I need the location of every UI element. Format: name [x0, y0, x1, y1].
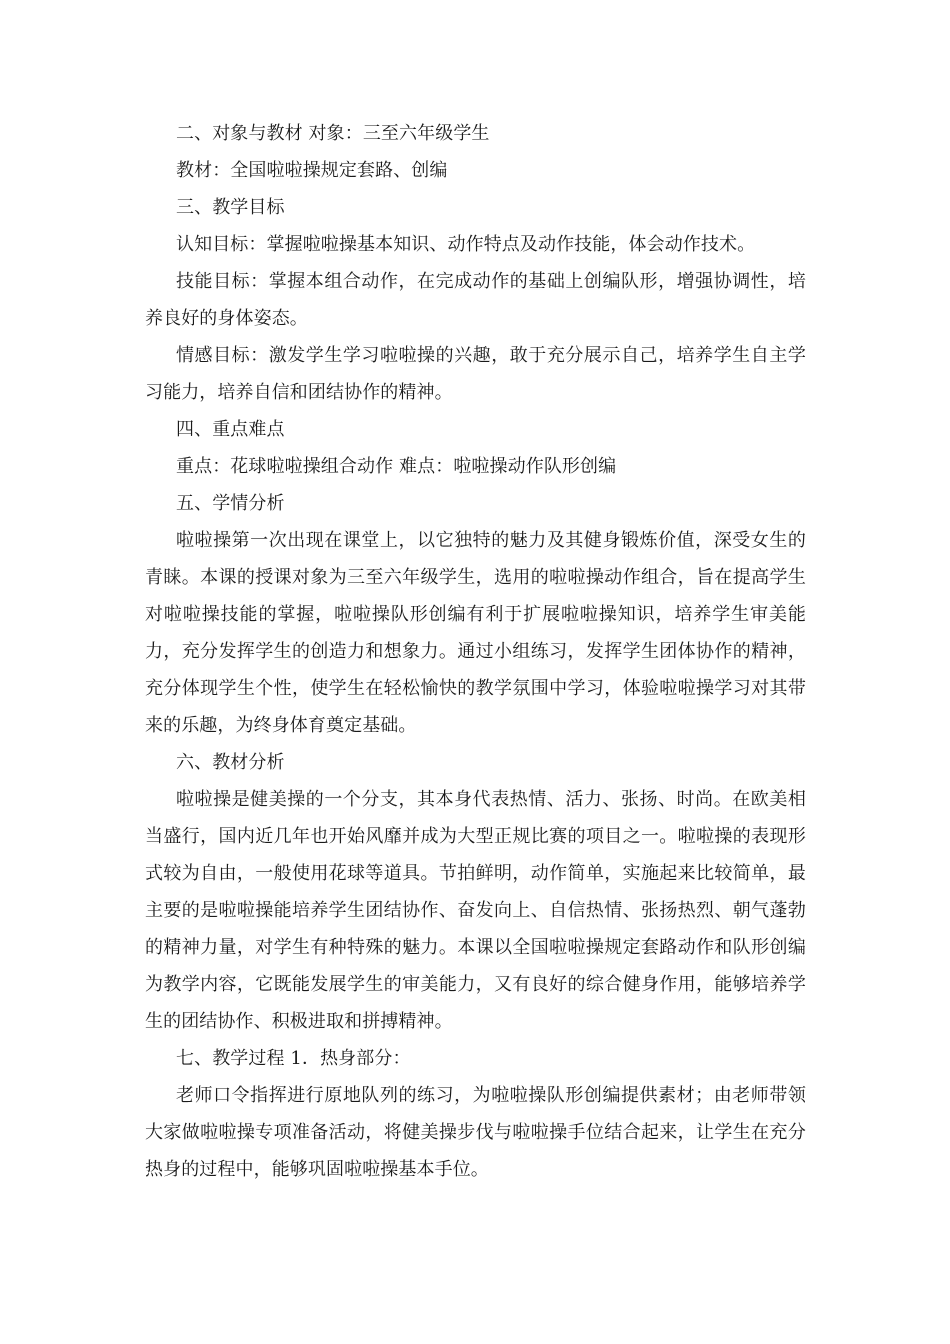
paragraph-emotional-goal: 情感目标：激发学生学习啦啦操的兴趣，敢于充分展示自己，培养学生自主学习能力，培养自信和团结协作的精神。: [145, 345, 806, 403]
section-heading-objects-materials: 二、对象与教材 对象：三至六年级学生: [176, 123, 490, 144]
paragraph-skill-goal: 技能目标：掌握本组合动作，在完成动作的基础上创编队形，增强协调性，培养良好的身体姿态。: [145, 271, 806, 329]
paragraph-student-analysis: 啦啦操第一次出现在课堂上，以它独特的魅力及其健身锻炼价值，深受女生的青睐。本课的授课对象为三至六年级学生，选用的啦啦操动作组合，旨在提高学生对啦啦操技能的掌握，啦啦操队形创编有利于扩展啦啦操知识，培养学生审美能力，充分发挥学生的创造力和想象力。通过小组练习，发挥学生团体协作的精神，充分体现学生个性，使学生在轻松愉快的教学氛围中学习，体验啦啦操学习对其带来的乐趣，为终身体育奠定基础。: [145, 530, 806, 736]
paragraph-materials: 教材：全国啦啦操规定套路、创编: [176, 160, 448, 181]
paragraph-cognitive-goal: 认知目标：掌握啦啦操基本知识、动作特点及动作技能，体会动作技术。: [176, 234, 756, 255]
paragraph-material-analysis: 啦啦操是健美操的一个分支，其本身代表热情、活力、张扬、时尚。在欧美相当盛行，国内近几年也开始风靡并成为大型正规比赛的项目之一。啦啦操的表现形式较为自由，一般使用花球等道具。节拍鲜明，动作简单，实施起来比较简单，最主要的是啦啦操能培养学生团结协作、奋发向上、自信热情、张扬热烈、朝气蓬勃的精神力量，对学生有种特殊的魅力。本课以全国啦啦操规定套路动作和队形创编为教学内容，它既能发展学生的审美能力，又有良好的综合健身作用，能够培养学生的团结协作、积极进取和拼搏精神。: [145, 789, 806, 1032]
section-heading-material-analysis: 六、教材分析: [176, 752, 285, 773]
section-heading-teaching-process: 七、教学过程 1．热身部分：: [176, 1048, 411, 1069]
paragraph-warmup: 老师口令指挥进行原地队列的练习，为啦啦操队形创编提供素材；由老师带领大家做啦啦操专项准备活动，将健美操步伐与啦啦操手位结合起来，让学生在充分热身的过程中，能够巩固啦啦操基本手位。: [145, 1085, 806, 1180]
section-heading-student-analysis: 五、学情分析: [176, 493, 285, 514]
paragraph-key-points: 重点：花球啦啦操组合动作 难点：啦啦操动作队形创编: [176, 456, 617, 477]
section-heading-key-points: 四、重点难点: [176, 419, 285, 440]
document-page: [145, 115, 806, 1188]
section-heading-teaching-goals: 三、教学目标: [176, 197, 285, 218]
